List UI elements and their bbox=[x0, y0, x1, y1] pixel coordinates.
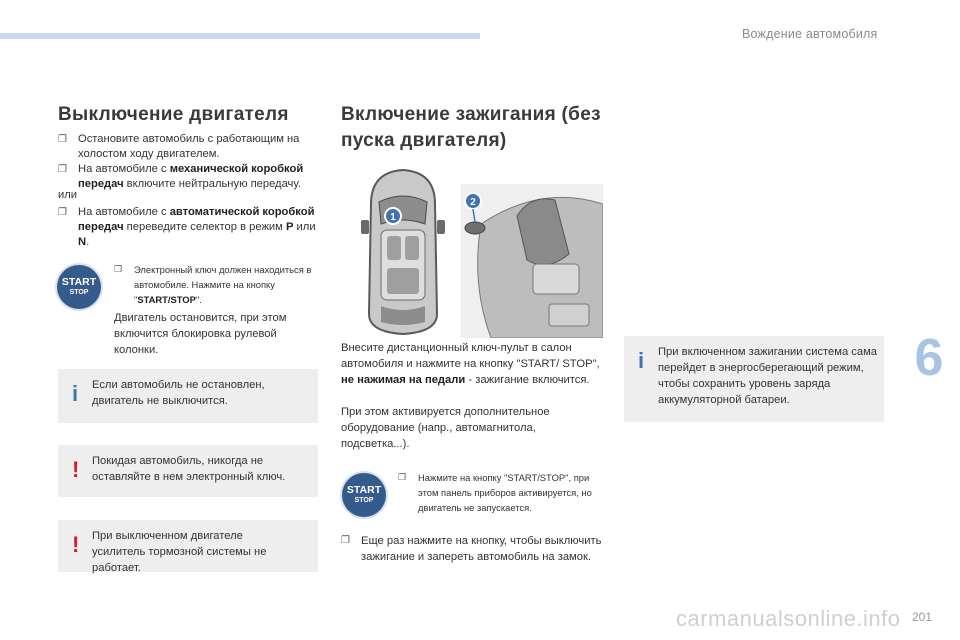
engine-stops-text: Двигатель остановится, при этом включится блокировка рулевой колонки. bbox=[114, 312, 287, 356]
start-stop-button-icon: START STOP bbox=[342, 473, 386, 517]
bullet-press-again: ❐ Еще раз нажмите на кнопку, чтобы выключить зажигание и запереть автомобиль на замок. bbox=[341, 535, 602, 563]
watermark: carmanualsonline.info bbox=[676, 606, 901, 631]
bullet-marker-icon: ❐ bbox=[114, 264, 123, 274]
bullet-stop-car: ❐ Остановите автомобиль с работающим на холостом ходу двигателем. bbox=[58, 133, 300, 160]
start-stop-button-icon: START STOP bbox=[57, 265, 101, 309]
bullet-marker-icon: ❐ bbox=[341, 535, 350, 546]
info-box-not-stopped: i Если автомобиль не остановлен, двигатель не выключится. bbox=[58, 369, 318, 423]
chapter-title: Вождение автомобиля bbox=[742, 27, 878, 41]
bullet-automatic-gearbox: ❐ На автомобиле с автоматической коробкой передач переведите селектор в режим P или N. bbox=[58, 206, 316, 248]
info-box-energy-saving: i При включенном зажигании система сама перейдет в энергосберегающий режим, чтобы сохранить уровень заряда аккумуляторной батареи. bbox=[624, 336, 884, 422]
info-icon: i bbox=[638, 348, 645, 373]
bullet-marker-icon: ❐ bbox=[398, 472, 407, 482]
accessories-text: При этом активируется дополнительное оборудование (напр., автомагнитола, подсветка...). bbox=[341, 406, 550, 450]
start-button-location-icon bbox=[465, 222, 485, 234]
warning-box-brakes: ! При выключенном двигателе усилитель тормозной системы не работает. bbox=[58, 520, 318, 572]
car-top-view-icon bbox=[361, 170, 445, 334]
chapter-number: 6 bbox=[914, 329, 944, 387]
section-title-engine-off: Выключение двигателя bbox=[58, 104, 289, 125]
svg-text:2: 2 bbox=[470, 197, 476, 208]
or-label: или bbox=[58, 189, 78, 201]
insert-key-text: Внесите дистанционный ключ-пульт в салон автомобиля и нажмите на кнопку "START/ STOP", не нажимая на педали - зажигание включится. bbox=[341, 342, 600, 386]
note-press-button: ❐ Нажмите на кнопку "START/STOP", при этом панель приборов активируется, но двигатель не запускается. bbox=[398, 472, 592, 513]
note-key-inside: ❐ Электронный ключ должен находиться в автомобиле. Нажмите на кнопку "START/STOP". bbox=[114, 264, 312, 305]
info-icon: i bbox=[72, 381, 79, 406]
warning-box-key: ! Покидая автомобиль, никогда не оставляйте в нем электронный ключ. bbox=[58, 445, 318, 497]
warning-icon: ! bbox=[72, 532, 80, 557]
section-title-ignition-on: Включение зажигания (без пуска двигателя) bbox=[341, 104, 601, 151]
center-console-icon bbox=[461, 184, 603, 338]
warning-icon: ! bbox=[72, 457, 80, 482]
bullet-marker-icon: ❐ bbox=[58, 207, 67, 218]
car-key-and-button-illustration bbox=[341, 164, 603, 338]
bullet-manual-gearbox: ❐ На автомобиле с механической коробкой передач включите нейтральную передачу. bbox=[58, 163, 304, 190]
bullet-marker-icon: ❐ bbox=[58, 134, 67, 145]
header-bar bbox=[0, 33, 480, 39]
svg-text:1: 1 bbox=[390, 212, 396, 223]
page-number: 201 bbox=[912, 610, 933, 624]
bullet-marker-icon: ❐ bbox=[58, 164, 67, 175]
